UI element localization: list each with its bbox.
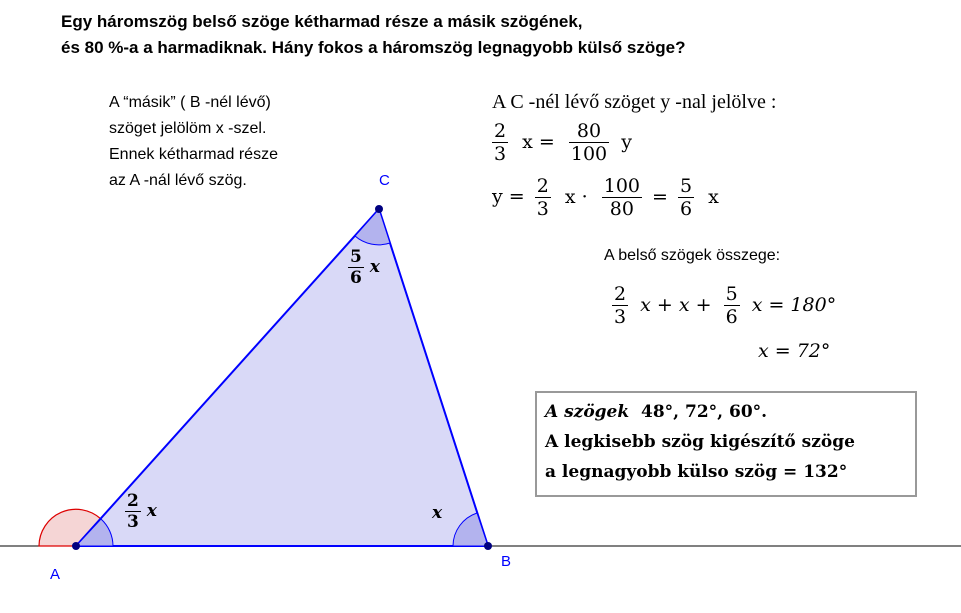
angle-label-C: $\frac{5}{6}$ x	[350, 247, 380, 288]
result-line1: A szögek 48°, 72°, 60°.	[545, 402, 768, 422]
problem-statement-line1: Egy háromszög belső szöge kétharmad része a másik szögének,	[61, 12, 583, 31]
vertex-label-B: B	[501, 553, 512, 570]
result-box	[535, 391, 917, 497]
vertex-point-C[interactable]	[375, 205, 383, 213]
vertex-point-B[interactable]	[484, 542, 492, 550]
equation-2: y = $\frac{2}{3}$ x · $\frac{100}{80}$ = $\frac{5}{6}$ x	[492, 175, 719, 220]
left-note-line1: A “másik” ( B -nél lévő)	[109, 94, 271, 111]
left-note-line3: Ennek kétharmad része	[109, 146, 278, 163]
angle-arc-C	[355, 209, 390, 245]
equation-1: $\frac{2}{3}$ x = $\frac{80}{100}$ y	[494, 120, 632, 165]
right-note-line1: A C -nél lévő szöget y -nal jelölve :	[492, 91, 777, 113]
angle-label-B: x	[432, 503, 443, 523]
left-note-line4: az A -nál lévő szög.	[109, 172, 247, 189]
result-line3: a legnagyobb külso szög = 132°	[545, 462, 848, 482]
equation-4: x = 72°	[758, 340, 831, 362]
result-line2: A legkisebb szög kigészítő szöge	[545, 432, 855, 452]
vertex-label-A: A	[50, 566, 61, 583]
left-note	[109, 90, 278, 194]
sum-label: A belső szögek összege:	[604, 247, 781, 264]
equation-3: $\frac{2}{3}$ x + x + $\frac{5}{6}$ x = 180°	[614, 283, 837, 328]
problem-statement-line2: és 80 %-a a harmadiknak. Hány fokos a háromszög legnagyobb külső szöge?	[61, 38, 686, 57]
angle-label-A: $\frac{2}{3}$ x	[127, 491, 157, 532]
vertex-label-C: C	[379, 172, 390, 189]
vertex-point-A[interactable]	[72, 542, 80, 550]
left-note-line2: szöget jelölöm x -szel.	[109, 120, 267, 137]
